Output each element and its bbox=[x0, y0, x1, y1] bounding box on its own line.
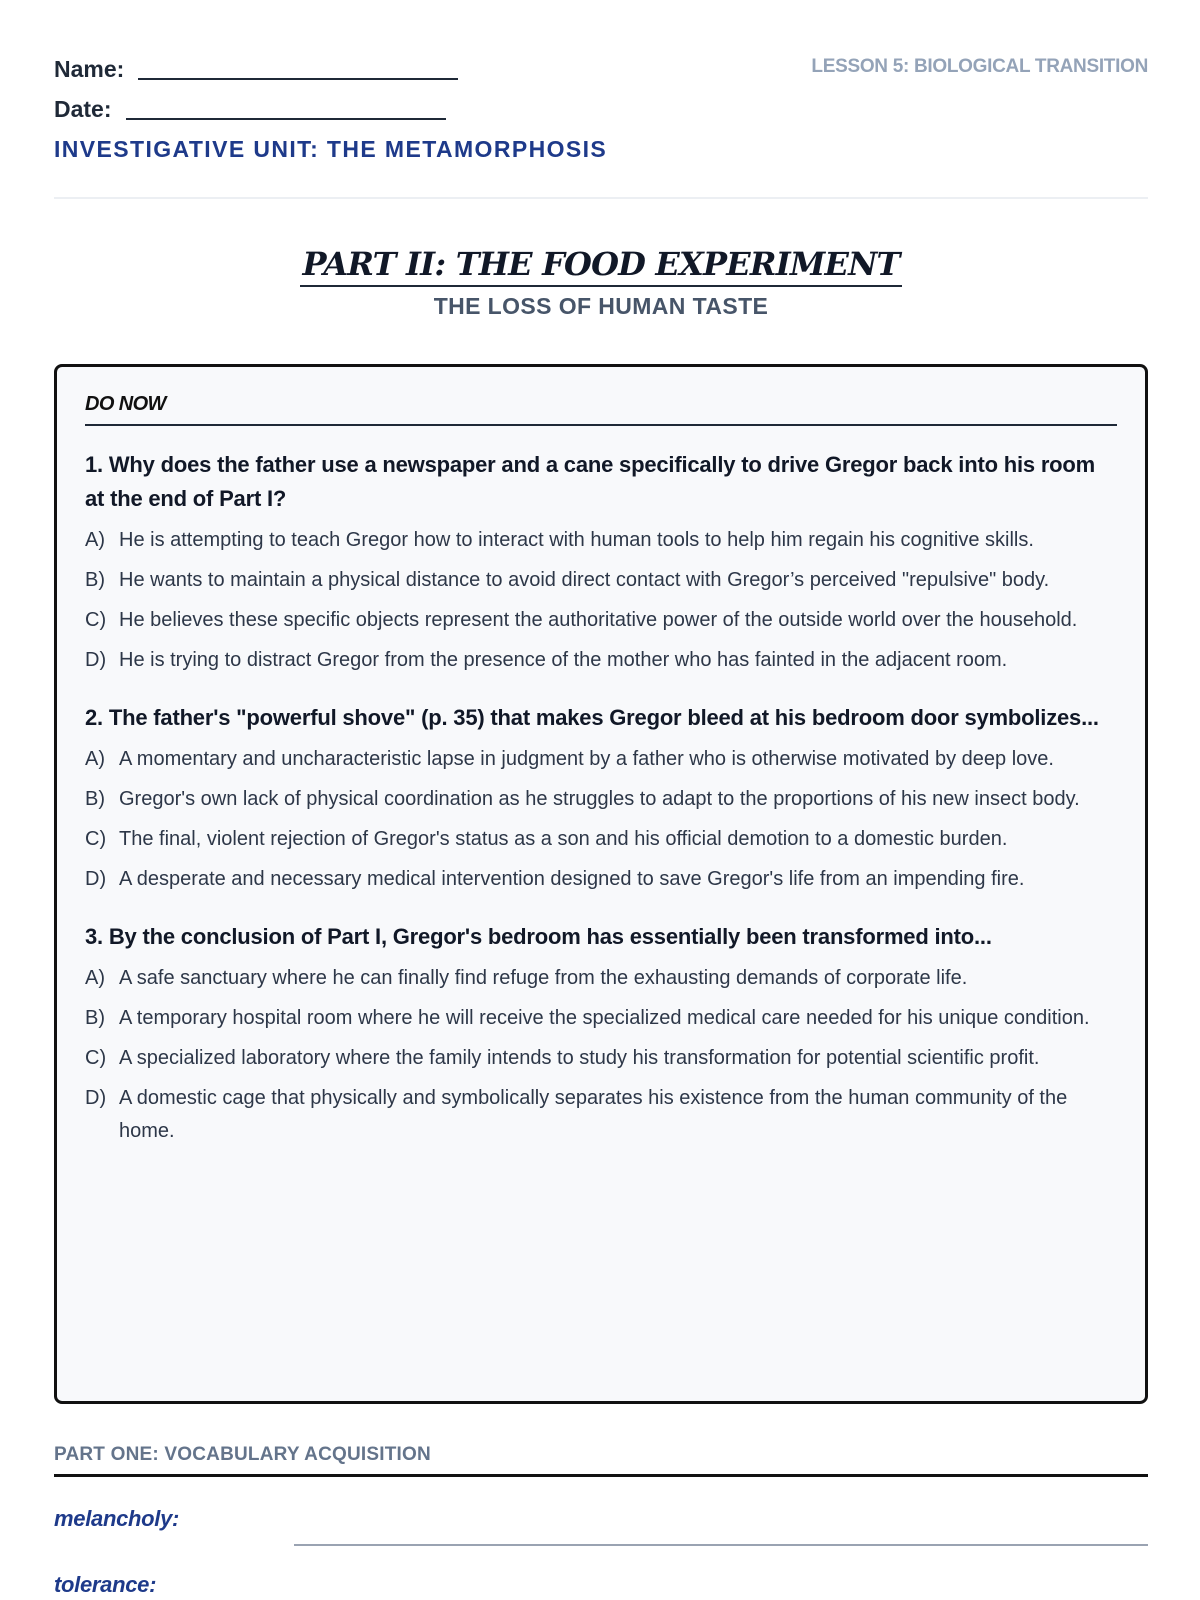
lesson-label: LESSON 5: BIOLOGICAL TRANSITION bbox=[811, 56, 1148, 77]
vocabulary-term: tolerance: bbox=[54, 1572, 157, 1597]
vocabulary-section-header: PART ONE: VOCABULARY ACQUISITION bbox=[54, 1444, 1148, 1477]
part-title-text: PART II: THE FOOD EXPERIMENT bbox=[300, 245, 901, 287]
option-letter: A) bbox=[85, 967, 105, 989]
question-1-options bbox=[85, 524, 1117, 677]
question-1-prompt: 1. Why does the father use a newspaper and a cane specifically to drive Gregor back into his room at the end of Part I? bbox=[85, 452, 1096, 511]
question-2-option-c[interactable] bbox=[85, 823, 1117, 856]
worksheet-page bbox=[54, 0, 1148, 1600]
option-letter: B) bbox=[85, 788, 105, 810]
question-1-option-a[interactable] bbox=[85, 524, 1117, 557]
do-now-label: DO NOW bbox=[85, 393, 1117, 426]
part-title bbox=[54, 245, 1148, 283]
option-text: A domestic cage that physically and symbolically separates his existence from the human community of the home. bbox=[119, 1087, 1068, 1142]
option-letter: D) bbox=[85, 1087, 107, 1109]
option-text: A safe sanctuary where he can finally find refuge from the exhausting demands of corporate life. bbox=[119, 967, 968, 989]
option-letter: D) bbox=[85, 649, 107, 671]
option-text: A desperate and necessary medical intervention designed to save Gregor's life from an impending fire. bbox=[119, 868, 1025, 890]
option-text: A specialized laboratory where the family intends to study his transformation for potential scientific profit. bbox=[119, 1047, 1040, 1069]
name-label: Name: bbox=[54, 56, 125, 82]
vocabulary-row bbox=[54, 1506, 1148, 1532]
option-text: The final, violent rejection of Gregor's status as a son and his official demotion to a domestic burden. bbox=[119, 828, 1008, 850]
question-2-option-b[interactable] bbox=[85, 783, 1117, 816]
question-3-options bbox=[85, 962, 1117, 1148]
question-3-option-a[interactable] bbox=[85, 962, 1117, 995]
date-label: Date: bbox=[54, 96, 112, 122]
vocabulary-term: melancholy: bbox=[54, 1506, 180, 1531]
vocabulary-row bbox=[54, 1572, 1148, 1598]
question-2-option-a[interactable] bbox=[85, 743, 1117, 776]
option-text: He is trying to distract Gregor from the presence of the mother who has fainted in the adjacent room. bbox=[119, 649, 1008, 671]
option-letter: C) bbox=[85, 609, 107, 631]
unit-title: INVESTIGATIVE UNIT: THE METAMORPHOSIS bbox=[54, 136, 608, 162]
option-letter: D) bbox=[85, 868, 107, 890]
question-1-option-c[interactable] bbox=[85, 604, 1117, 637]
option-letter: A) bbox=[85, 529, 105, 551]
question-1-option-d[interactable] bbox=[85, 644, 1117, 677]
option-text: A temporary hospital room where he will receive the specialized medical care needed for his unique condition. bbox=[119, 1007, 1090, 1029]
part-subtitle: THE LOSS OF HUMAN TASTE bbox=[433, 293, 769, 319]
option-letter: C) bbox=[85, 1047, 107, 1069]
option-text: He is attempting to teach Gregor how to interact with human tools to help him regain his cognitive skills. bbox=[119, 529, 1034, 551]
question-3-option-b[interactable] bbox=[85, 1002, 1117, 1035]
question-3-prompt: 3. By the conclusion of Part I, Gregor's bedroom has essentially been transformed into... bbox=[85, 924, 992, 949]
date-blank-line[interactable] bbox=[126, 118, 446, 120]
question-2-options bbox=[85, 743, 1117, 896]
worksheet-header bbox=[54, 0, 1148, 199]
question-2-option-d[interactable] bbox=[85, 863, 1117, 896]
do-now-box bbox=[54, 364, 1148, 1404]
question-3-option-d[interactable] bbox=[85, 1082, 1117, 1148]
option-text: He believes these specific objects represent the authoritative power of the outside world over the household. bbox=[119, 609, 1078, 631]
question-2-prompt: 2. The father's "powerful shove" (p. 35) that makes Gregor bleed at his bedroom door symbolizes... bbox=[85, 705, 1099, 730]
option-text: Gregor's own lack of physical coordination as he struggles to adapt to the proportions of his new insect body. bbox=[119, 788, 1080, 810]
question-1-option-b[interactable] bbox=[85, 564, 1117, 597]
option-text: He wants to maintain a physical distance to avoid direct contact with Gregor’s perceived "repulsive" body. bbox=[119, 569, 1050, 591]
option-text: A momentary and uncharacteristic lapse in judgment by a father who is otherwise motivated by deep love. bbox=[119, 748, 1054, 770]
question-3-option-c[interactable] bbox=[85, 1042, 1117, 1075]
date-field-row bbox=[54, 96, 446, 123]
vocabulary-answer-line[interactable] bbox=[294, 1544, 1148, 1546]
name-blank-line[interactable] bbox=[138, 78, 458, 80]
option-letter: B) bbox=[85, 569, 105, 591]
option-letter: C) bbox=[85, 828, 107, 850]
option-letter: A) bbox=[85, 748, 105, 770]
name-field-row bbox=[54, 56, 458, 83]
option-letter: B) bbox=[85, 1007, 105, 1029]
